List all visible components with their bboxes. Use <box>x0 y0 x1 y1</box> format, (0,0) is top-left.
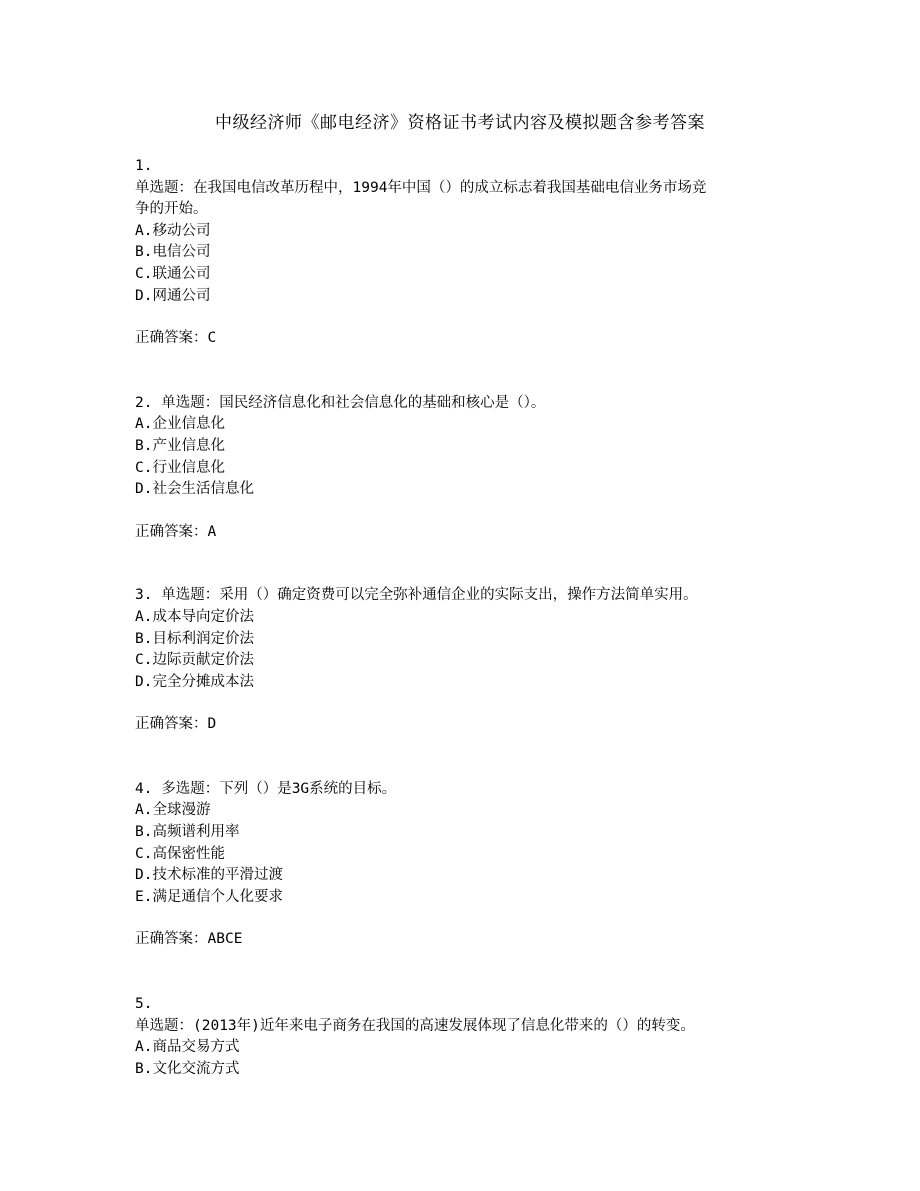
question-3-answer <box>135 714 795 736</box>
question-1-answer <box>135 328 795 350</box>
question-1-stem-line1: 单选题：在我国电信改革历程中，1994年中国（）的成立标志着我国基础电信业务市场竞 <box>135 179 707 196</box>
question-1-stem-line2: 争的开始。 <box>135 201 208 218</box>
question-4-option-d: D.技术标准的平滑过渡 <box>135 867 283 884</box>
question-3-option-d: D.完全分摊成本法 <box>135 673 254 690</box>
question-4-option-c: C.高保密性能 <box>135 845 225 862</box>
answer-value: A <box>207 523 217 540</box>
answer-label: 正确答案： <box>135 716 208 733</box>
question-4-answer <box>135 929 795 951</box>
question-4-option-e: E.满足通信个人化要求 <box>135 888 283 905</box>
question-2-option-c: C.行业信息化 <box>135 459 225 476</box>
answer-label: 正确答案： <box>135 523 208 540</box>
question-1-option-c: C.联通公司 <box>135 265 211 282</box>
question-5-option-b: B.文化交流方式 <box>135 1060 240 1077</box>
question-1-option-a: A.移动公司 <box>135 222 211 239</box>
question-5 <box>135 994 795 1080</box>
question-2-option-d: D.社会生活信息化 <box>135 481 254 498</box>
question-4-option-b: B.高频谱利用率 <box>135 824 240 841</box>
question-3 <box>135 585 795 736</box>
question-5-stem: 单选题：(2013年)近年来电子商务在我国的高速发展体现了信息化带来的（）的转变。 <box>135 1017 695 1034</box>
question-5-number: 5. <box>135 996 153 1013</box>
answer-value: ABCE <box>207 931 243 948</box>
question-3-option-a: A.成本导向定价法 <box>135 608 254 625</box>
question-1-number: 1. <box>135 158 153 174</box>
question-2 <box>135 393 795 544</box>
question-5-option-a: A.商品交易方式 <box>135 1039 240 1056</box>
answer-value: C <box>207 330 217 347</box>
question-2-stem: 2. 单选题：国民经济信息化和社会信息化的基础和核心是（）。 <box>135 394 546 411</box>
question-1 <box>135 156 795 350</box>
question-2-answer <box>135 522 795 544</box>
answer-label: 正确答案： <box>135 330 208 347</box>
question-3-option-b: B.目标利润定价法 <box>135 630 254 647</box>
question-2-option-a: A.企业信息化 <box>135 416 225 433</box>
question-1-option-b: B.电信公司 <box>135 244 211 261</box>
question-2-option-b: B.产业信息化 <box>135 437 225 454</box>
question-3-stem: 3. 单选题：采用（）确定资费可以完全弥补通信企业的实际支出，操作方法简单实用。 <box>135 587 698 604</box>
answer-value: D <box>207 716 217 733</box>
question-3-option-c: C.边际贡献定价法 <box>135 652 254 669</box>
question-4-option-a: A.全球漫游 <box>135 802 211 819</box>
question-list <box>135 156 795 1080</box>
document-title: 中级经济师《邮电经济》资格证书考试内容及模拟题含参考答案 <box>215 113 705 133</box>
question-1-option-d: D.网通公司 <box>135 287 211 304</box>
question-4 <box>135 779 795 951</box>
answer-label: 正确答案： <box>135 931 208 948</box>
question-4-stem: 4. 多选题：下列（）是3G系统的目标。 <box>135 780 397 797</box>
